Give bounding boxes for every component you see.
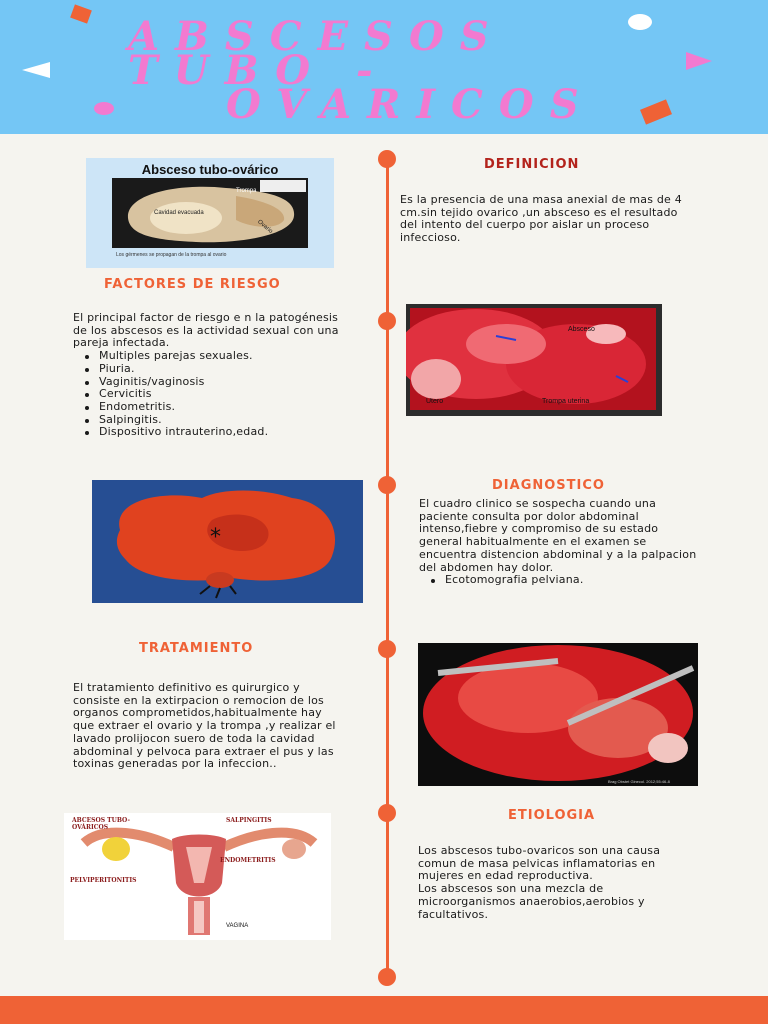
confetti-white-triangle (22, 62, 50, 78)
image-laparoscopic-surgery (418, 643, 698, 786)
list-item: Ecotomografia pelviana. (419, 574, 703, 587)
list-item: Endometritis. (73, 401, 341, 414)
label-pelviperitonitis: PELVIPERITONITIS (70, 877, 137, 884)
page-title (128, 13, 648, 128)
laparoscopy-drawing (406, 304, 662, 416)
factores-intro: El principal factor de riesgo e n la patogénesis de los abscesos es la actividad sexual con una pareja infectada. (73, 311, 339, 350)
label-utero: Utero (426, 398, 444, 405)
page-title-line1: ABSCESOS TUBO - (128, 13, 505, 94)
diagnostico-text (419, 498, 703, 587)
timeline-dot (378, 804, 396, 822)
label-endometritis: ENDOMETRITIS (220, 857, 276, 864)
etiologia-text: Los abscesos tubo-ovaricos son una causa comun de masa pelvicas inflamatorias en mujeres en edad reproductiva. Los abscesos son una mezcla de microorganismos anaerobios,aerobios y facultativos. (418, 844, 661, 921)
heading-definicion: DEFINICION (484, 157, 580, 172)
diagnostico-body: El cuadro clinico se sospecha cuando una paciente consulta por dolor abdominal intenso,fiebre y compromiso de su estado general habitualmente en el examen se encuentra distencion abdominal y a la palpacion del abdomen hay dolor. (419, 497, 697, 574)
page-title-line2: OVARICOS (226, 81, 595, 128)
image-surgical-specimen (92, 480, 363, 603)
factores-list (73, 350, 341, 439)
label-salpingitis: SALPINGITIS (226, 817, 272, 824)
label-vagina: VAGINA (226, 923, 249, 929)
timeline-dot (378, 640, 396, 658)
surgery-drawing (418, 643, 698, 786)
tratamiento-text: El tratamiento definitivo es quirurgico y consiste en la extirpacion o remocion de los organos comprometidos,habitualmente hay que extraer el ovario y la trompa ,y realizar el lavado prolijocon suero de toda la cavidad abdominal y pelvoca para extraer el pus y las toxinas generadas por la infeccion.. (73, 681, 336, 771)
label-ovario: Ovario (256, 219, 274, 235)
heading-etiologia: ETIOLOGIA (508, 808, 596, 823)
timeline-dot (378, 968, 396, 986)
factores-text (73, 312, 341, 439)
label-trompa-uterina: Trompa uterina (542, 398, 590, 405)
heading-factores-de-riesgo: FACTORES DE RIESGO (104, 277, 281, 292)
image-tuboovarian-abscess-specimen (86, 158, 334, 268)
heading-tratamiento: TRATAMIENTO (139, 641, 254, 656)
label-abscesos: ABCESOS TUBO-OVÁRICOS (72, 817, 130, 831)
specimen-ovary-drawing (92, 480, 363, 603)
heading-diagnostico: DIAGNOSTICO (492, 478, 605, 493)
definicion-text: Es la presencia de una masa anexial de mas de 4 cm.sin tejido ovarico ,un absceso es el resultado del intento del cuerpo por aislar un proceso infeccioso. (400, 193, 682, 245)
timeline-dot (378, 476, 396, 494)
image-uterus-diagram (64, 813, 331, 940)
label-trompa: Trompa (236, 188, 257, 194)
diagnostico-list (419, 574, 703, 587)
svg-text:*: * (210, 525, 221, 550)
header-banner (0, 0, 768, 134)
list-item: Vaginitis/vaginosis (73, 376, 341, 389)
timeline-dot (378, 312, 396, 330)
image-title: Absceso tubo-ovárico (141, 162, 279, 177)
footer-bar (0, 996, 768, 1024)
label-absceso: Absceso (568, 326, 595, 333)
list-item: Dispositivo intrauterino,edad. (73, 426, 341, 439)
image-caption: Los gérmenes se propagan de la trompa al ovario (116, 252, 227, 258)
timeline-line (386, 158, 389, 980)
image-laparoscopy-abscess (406, 304, 662, 416)
list-item: Salpingitis. (73, 414, 341, 427)
confetti-pink-triangle (686, 52, 712, 70)
confetti-orange-square (70, 4, 92, 23)
label-cavidad: Cavidad evacuada (154, 210, 204, 216)
timeline-dot (378, 150, 396, 168)
image-credit: Brag Obstet Ginecol. 2012;55:46-8 (608, 779, 670, 784)
list-item: Piuria. (73, 363, 341, 376)
list-item: Multiples parejas sexuales. (73, 350, 341, 363)
confetti-pink-dot (94, 102, 114, 115)
list-item: Cervicitis (73, 388, 341, 401)
